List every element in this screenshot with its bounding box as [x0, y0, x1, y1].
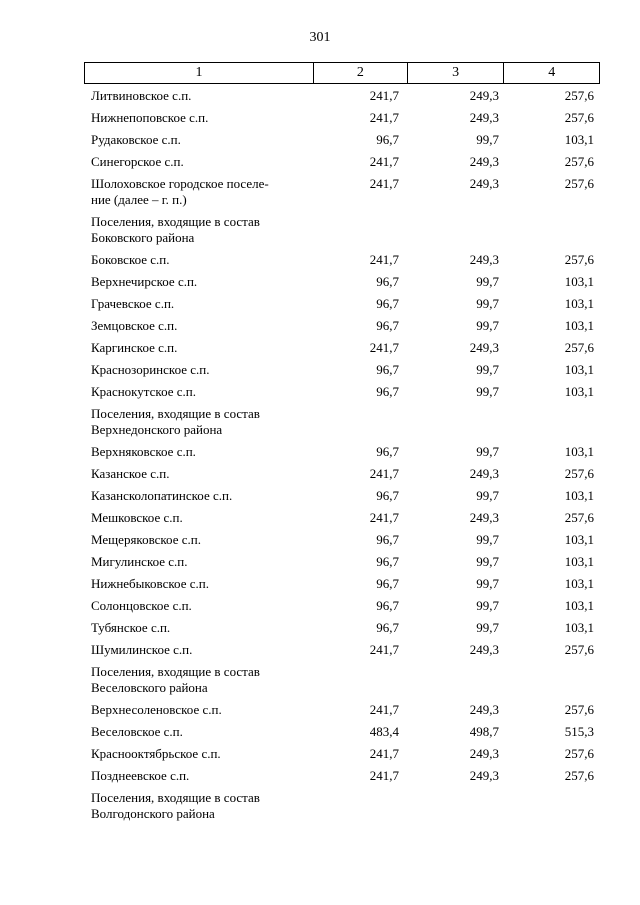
- settlement-name: Краснозоринское с.п.: [91, 362, 210, 377]
- value-col-4: 103,1: [564, 274, 594, 289]
- value-col-2: 96,7: [376, 384, 399, 399]
- value-col-3: 249,3: [469, 110, 499, 125]
- value-col-2: 241,7: [369, 702, 399, 717]
- value-col-2: 96,7: [376, 362, 399, 377]
- settlement-name: Мещеряковское с.п.: [91, 532, 201, 547]
- settlement-name: Казансколопатинское с.п.: [91, 488, 233, 503]
- settlement-name: Солонцовское с.п.: [91, 598, 192, 613]
- value-col-4: 103,1: [564, 532, 594, 547]
- value-col-4: 103,1: [564, 488, 594, 503]
- value-col-2: [313, 788, 407, 790]
- column-header-3: 3: [407, 63, 504, 83]
- settlement-name: Поселения, входящие в состав Боковского района: [91, 214, 260, 245]
- value-col-3: 249,3: [469, 702, 499, 717]
- value-col-2: 241,7: [369, 642, 399, 657]
- settlement-name: Позднеевское с.п.: [91, 768, 190, 783]
- value-col-4: 103,1: [564, 620, 594, 635]
- settlement-name: Земцовское с.п.: [91, 318, 178, 333]
- table-row: [84, 596, 600, 618]
- table-row: [84, 574, 600, 596]
- value-col-2: 241,7: [369, 252, 399, 267]
- value-col-4: 103,1: [564, 444, 594, 459]
- value-col-4: 103,1: [564, 598, 594, 613]
- value-col-3: 99,7: [476, 488, 499, 503]
- value-col-2: 96,7: [376, 296, 399, 311]
- table-row: [84, 338, 600, 360]
- table-row: [84, 552, 600, 574]
- value-col-3: 99,7: [476, 554, 499, 569]
- value-col-4: 257,6: [564, 702, 594, 717]
- table-row: [84, 722, 600, 744]
- table-row: [84, 744, 600, 766]
- value-col-2: 241,7: [369, 768, 399, 783]
- value-col-3: [407, 404, 504, 406]
- value-col-4: [504, 212, 600, 214]
- settlement-name: Поселения, входящие в состав Волгодонского района: [91, 790, 260, 821]
- value-col-2: 96,7: [376, 318, 399, 333]
- table-row: [84, 174, 600, 212]
- value-col-3: 249,3: [469, 642, 499, 657]
- value-col-2: 96,7: [376, 132, 399, 147]
- value-col-3: [407, 662, 504, 664]
- value-col-3: 99,7: [476, 444, 499, 459]
- table-row: [84, 382, 600, 404]
- value-col-4: 257,6: [564, 176, 594, 191]
- value-col-3: 99,7: [476, 362, 499, 377]
- value-col-4: 257,6: [564, 252, 594, 267]
- table-row: [84, 212, 600, 250]
- settlement-name: Литвиновское с.п.: [91, 88, 192, 103]
- value-col-2: 241,7: [369, 176, 399, 191]
- table-row: [84, 250, 600, 272]
- table-row: [84, 662, 600, 700]
- value-col-2: [313, 212, 407, 214]
- value-col-2: 241,7: [369, 746, 399, 761]
- table-row: [84, 86, 600, 108]
- value-col-2: 96,7: [376, 576, 399, 591]
- table-row: [84, 360, 600, 382]
- value-col-4: [504, 662, 600, 664]
- table-row: [84, 442, 600, 464]
- value-col-4: 257,6: [564, 510, 594, 525]
- settlement-name: Мигулинское с.п.: [91, 554, 188, 569]
- value-col-2: 96,7: [376, 444, 399, 459]
- settlement-name: Нижнебыковское с.п.: [91, 576, 209, 591]
- column-header-4: 4: [503, 63, 599, 83]
- value-col-2: [313, 404, 407, 406]
- value-col-3: 99,7: [476, 620, 499, 635]
- page-number: 301: [309, 30, 331, 45]
- value-col-3: 99,7: [476, 274, 499, 289]
- value-col-2: 241,7: [369, 466, 399, 481]
- value-col-4: 257,6: [564, 768, 594, 783]
- value-col-3: 249,3: [469, 154, 499, 169]
- table-row: [84, 486, 600, 508]
- table-row: [84, 508, 600, 530]
- table-row: [84, 294, 600, 316]
- table-row: [84, 130, 600, 152]
- value-col-4: 257,6: [564, 154, 594, 169]
- table-row: [84, 618, 600, 640]
- settlement-name: Поселения, входящие в состав Верхнедонского района: [91, 406, 260, 437]
- settlement-name: Грачевское с.п.: [91, 296, 175, 311]
- table-row: [84, 640, 600, 662]
- value-col-3: 498,7: [469, 724, 499, 739]
- value-col-2: 241,7: [369, 88, 399, 103]
- value-col-4: 103,1: [564, 554, 594, 569]
- table-header: [84, 62, 600, 84]
- value-col-3: 249,3: [469, 466, 499, 481]
- settlement-name: Краснооктябрьское с.п.: [91, 746, 221, 761]
- settlement-name: Шолоховское городское поселе- ние (далее – г. п.): [91, 176, 269, 207]
- value-col-3: 249,3: [469, 88, 499, 103]
- value-col-2: 241,7: [369, 510, 399, 525]
- value-col-2: 241,7: [369, 340, 399, 355]
- table-row: [84, 766, 600, 788]
- value-col-3: 99,7: [476, 384, 499, 399]
- value-col-3: 249,3: [469, 176, 499, 191]
- settlement-name: Краснокутское с.п.: [91, 384, 196, 399]
- settlement-name: Веселовское с.п.: [91, 724, 183, 739]
- value-col-3: 99,7: [476, 318, 499, 333]
- value-col-4: 103,1: [564, 318, 594, 333]
- column-header-1: 1: [195, 65, 203, 80]
- value-col-3: [407, 212, 504, 214]
- value-col-3: 249,3: [469, 252, 499, 267]
- value-col-2: 483,4: [369, 724, 399, 739]
- settlement-name: Верхнесоленовское с.п.: [91, 702, 222, 717]
- value-col-4: [504, 404, 600, 406]
- value-col-3: 249,3: [469, 746, 499, 761]
- value-col-4: 515,3: [564, 724, 594, 739]
- settlement-name: Верхнечирское с.п.: [91, 274, 198, 289]
- table-row: [84, 316, 600, 338]
- value-col-4: 257,6: [564, 110, 594, 125]
- value-col-3: 99,7: [476, 532, 499, 547]
- settlement-name: Каргинское с.п.: [91, 340, 178, 355]
- value-col-2: 96,7: [376, 554, 399, 569]
- value-col-3: 99,7: [476, 132, 499, 147]
- value-col-2: 96,7: [376, 598, 399, 613]
- settlement-name: Верхняковское с.п.: [91, 444, 196, 459]
- settlement-name: Нижнепоповское с.п.: [91, 110, 209, 125]
- table-row: [84, 788, 600, 826]
- table-row: [84, 108, 600, 130]
- value-col-3: 99,7: [476, 576, 499, 591]
- value-col-3: 249,3: [469, 340, 499, 355]
- table-row: [84, 152, 600, 174]
- value-col-2: 241,7: [369, 110, 399, 125]
- value-col-4: 103,1: [564, 362, 594, 377]
- table-row: [84, 464, 600, 486]
- value-col-3: 249,3: [469, 768, 499, 783]
- value-col-4: 257,6: [564, 466, 594, 481]
- table-body: [84, 86, 600, 826]
- settlement-name: Мешковское с.п.: [91, 510, 183, 525]
- value-col-4: 103,1: [564, 384, 594, 399]
- value-col-3: [407, 788, 504, 790]
- column-header-2: 2: [313, 63, 407, 83]
- value-col-2: 96,7: [376, 620, 399, 635]
- value-col-2: 241,7: [369, 154, 399, 169]
- settlement-name: Синегорское с.п.: [91, 154, 184, 169]
- settlement-name: Тубянское с.п.: [91, 620, 171, 635]
- value-col-2: 96,7: [376, 532, 399, 547]
- value-col-2: [313, 662, 407, 664]
- value-col-3: 99,7: [476, 296, 499, 311]
- value-col-4: 257,6: [564, 746, 594, 761]
- value-col-4: 103,1: [564, 296, 594, 311]
- settlement-name: Боковское с.п.: [91, 252, 170, 267]
- table-row: [84, 404, 600, 442]
- table-row: [84, 272, 600, 294]
- value-col-3: 249,3: [469, 510, 499, 525]
- table-row: [84, 530, 600, 552]
- value-col-4: 257,6: [564, 88, 594, 103]
- value-col-2: 96,7: [376, 488, 399, 503]
- value-col-4: [504, 788, 600, 790]
- settlement-name: Казанское с.п.: [91, 466, 170, 481]
- value-col-4: 257,6: [564, 642, 594, 657]
- value-col-4: 257,6: [564, 340, 594, 355]
- table-row: [84, 700, 600, 722]
- settlement-name: Рудаковское с.п.: [91, 132, 181, 147]
- settlement-name: Поселения, входящие в состав Веселовского района: [91, 664, 260, 695]
- value-col-4: 103,1: [564, 576, 594, 591]
- value-col-3: 99,7: [476, 598, 499, 613]
- value-col-4: 103,1: [564, 132, 594, 147]
- value-col-2: 96,7: [376, 274, 399, 289]
- settlement-name: Шумилинское с.п.: [91, 642, 193, 657]
